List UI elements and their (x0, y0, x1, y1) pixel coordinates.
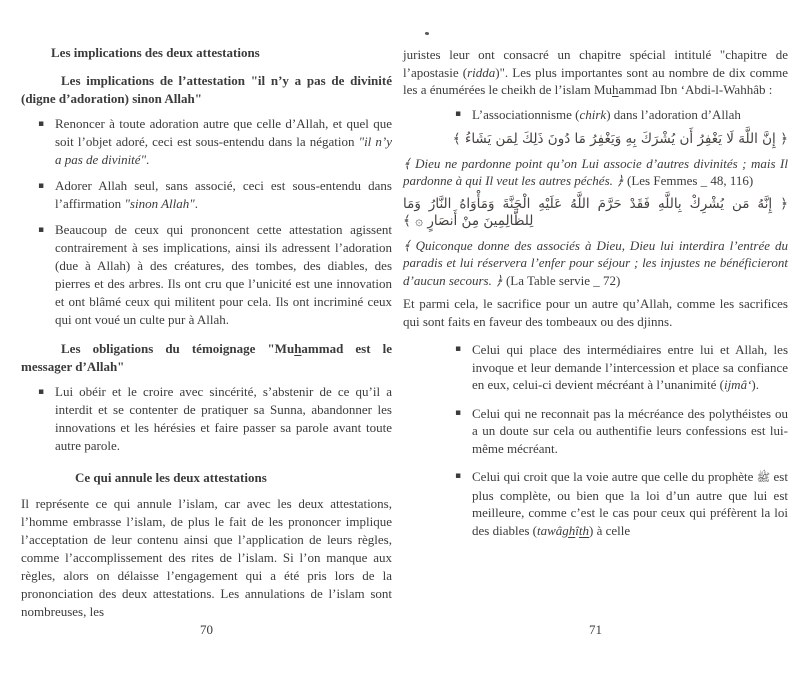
text-segment: Ce qui annule les deux attestations (75, 470, 267, 485)
text-segment: Les implications de l’attestation "il n’y a pas de divinité (digne d’adoration) sinon Allah" (21, 73, 392, 106)
text-segment: h (294, 341, 302, 356)
text-segment: (La Table servie _ 72) (502, 272, 621, 288)
arabic-verse (403, 131, 788, 149)
text-segment: ﴾ Quiconque donne des associés à Dieu, Dieu lui interdira l’entrée du paradis et lui réservera l’enfer pour séjour ; les injustes ne bénéficieront d’aucun secours. ﴿ (403, 237, 788, 288)
bullet-item (38, 221, 392, 329)
bullet-item (38, 115, 392, 169)
bullet-item (38, 383, 392, 455)
text-segment: ) dans l’adoration d’Allah (606, 106, 741, 122)
text-segment: ﴿ إِنَّ اللَّهَ لَا يَغْفِرُ أَن يُشْرَكَ بِهِ وَيَغْفِرُ مَا دُونَ ذَلِكَ لِمَن يَشَاءُ ﴾ (452, 131, 788, 147)
paragraph (403, 295, 788, 330)
page-70 (21, 0, 392, 683)
page-71-body (403, 46, 788, 547)
page-71 (403, 0, 788, 683)
page-70-body (21, 44, 392, 621)
text-segment: ﷺ (756, 471, 771, 484)
text-segment: est plus complète, ou bien que la loi d’un autre que lui est meilleure, comme c’est le cas pour ceux qui préfèrent la loi des diables ( (472, 469, 788, 538)
text-segment: ridda (467, 64, 496, 80)
text-segment: ). (751, 377, 759, 392)
text-segment: Et parmi cela, le sacrifice pour un autre qu’Allah, comme les sacrifices qui sont faits en faveur des tombeaux ou des djinns. (403, 296, 788, 329)
quote-translation (403, 237, 788, 290)
text-segment: Celui qui ne reconnait pas la mécréance des polythéistes ou a un doute sur cela ou authentifie leurs confessions est lui-même mécréant. (472, 405, 788, 456)
text-segment: )". Les plus importantes sont au nombre de dix comme les a énumérées le cheikh de l’islam Mu (403, 64, 788, 97)
text-segment: Celui qui croit que la voie autre que celle du prophète (472, 469, 757, 484)
section-heading (51, 44, 392, 62)
text-segment: Les obligations du témoignage "Mu (61, 341, 295, 356)
bullet-item (38, 177, 392, 213)
text-segment: Beaucoup de ceux qui prononcent cette attestation agissent contrairement à ses implications, ainsi ils adressent l’adoration (due à Allah) à des créatures, des tombes, des diables, des pierres et des arbres. Ils ont cru que l’unicité est une innovation et ont blâmé ceux qui militent pour cela. Ils ont incriminé ceux qui ont voué un culte pur à Allah. (55, 222, 392, 327)
text-segment: juristes leur ont consacré un chapitre spécial intitulé "chapitre de l’apostasie ( (403, 47, 788, 80)
text-segment: Il représente ce qui annule l’islam, car avec les deux attestations, l’homme embrasse l’islam, de plus le fait de les prononcer implique l’acceptation de leur contenu ainsi que l’application de leurs règles, comme l’accomplissement des rites de l’islam. Si l’on manque aux règles, alors on délaisse l’engagement qui a été pris lors de la prononciation des deux attestations. Les annulations de l’islam sont nombreuses, les (21, 496, 392, 619)
text-segment: ﴾ Dieu ne pardonne point qu’on Lui associe d’autres divinités ; mais Il pardonne à qui Il veut les autres péchés. ﴿ (403, 155, 788, 188)
text-segment: "il n’y a pas de divinité" (55, 134, 392, 167)
bullet-item (455, 341, 788, 394)
text-segment: tawâ (536, 522, 563, 538)
text-segment: th (578, 522, 590, 538)
text-segment: "sinon Allah" (124, 196, 195, 211)
text-segment: Les implications des deux attestations (51, 45, 260, 60)
text-segment: h (612, 82, 619, 97)
quote-translation (403, 155, 788, 190)
text-segment: . (194, 196, 198, 211)
section-heading (75, 469, 392, 487)
text-segment: ammad est le messager d’Allah" (21, 341, 392, 374)
bullet-item (455, 405, 788, 458)
text-segment: (Les Femmes _ 48, 116) (623, 173, 754, 188)
text-segment: . (146, 152, 150, 167)
text-segment: Adorer Allah seul, sans associé, ceci est sous-entendu dans l’affirmation (55, 178, 392, 211)
bullet-item (455, 106, 788, 124)
bullet-item (455, 468, 788, 539)
text-segment: gh (562, 522, 576, 538)
page-number: 71 (589, 622, 602, 637)
text-segment: ) à celle (589, 522, 631, 538)
section-heading (21, 72, 392, 108)
text-segment: L’associationnisme ( (472, 106, 580, 122)
text-segment: ammad Ibn ‘Abdi-l-Wahhâb : (618, 82, 773, 97)
text-segment: chirk (579, 106, 607, 122)
section-heading (21, 340, 392, 376)
text-segment: Celui qui place des intermédiaires entre lui et Allah, les invoque et leur demande l’intercession et place sa confiance en eux, celui-ci devient mécréant à l’unanimité ( (472, 342, 788, 392)
paragraph (21, 495, 392, 621)
text-segment: Renoncer à toute adoration autre que celle d’Allah, et quel que soit l’objet adoré, ceci est sous-entendu dans la négation (55, 116, 392, 149)
page-number: 70 (200, 622, 213, 637)
arabic-verse (403, 196, 788, 231)
text-segment: ijmâ‘ (723, 377, 752, 392)
text-segment: î (575, 522, 579, 538)
paragraph (403, 46, 788, 99)
text-segment: ﴿ إِنَّهُ مَن يُشْرِكْ بِاللَّهِ فَقَدْ حَرَّمَ اللَّهُ عَلَيْهِ الْجَنَّةَ وَمَأْوَاهُ النَّارُ وَمَا لِلظَّالِمِينَ مِنْ أَنصَارٍ ۞ ﴾ (403, 195, 788, 229)
text-segment: Lui obéir et le croire avec sincérité, s’abstenir de ce qu’il a interdit et se contenter de pratiquer sa Sunna, abandonner les innovations et les hérésies et faire passer sa parole avant toute autre parole. (55, 384, 392, 453)
